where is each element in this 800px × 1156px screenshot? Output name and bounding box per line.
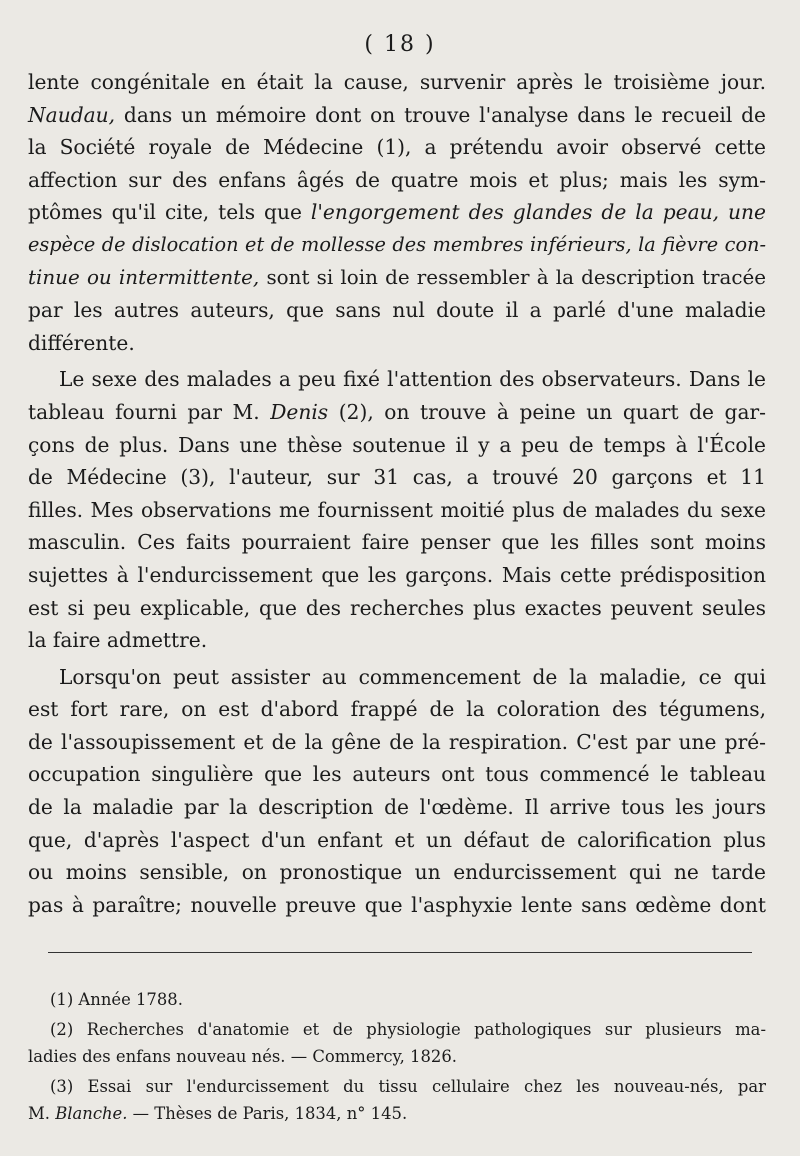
- text-line: [28, 559, 766, 592]
- text-line: [28, 661, 766, 694]
- text-segment: ptômes qu'il cite, tels que: [28, 200, 311, 225]
- text-segment: (2) Recherches d'anatomie et de physiologie pathologiques sur plusieurs ma-: [50, 1019, 766, 1039]
- text-segment: de Médecine (3), l'auteur, sur 31 cas, a trouvé 20 garçons et 11: [28, 465, 766, 490]
- text-line: [28, 791, 766, 824]
- footnote-line: [28, 1073, 766, 1101]
- text-segment: Lorsqu'on peut assister au commencement de la maladie, ce qui: [59, 664, 766, 689]
- text-segment: filles. Mes observations me fournissent moitié plus de malades du sexe: [28, 497, 766, 522]
- footnote-line: [28, 1100, 766, 1128]
- text-segment: — Thèses de Paris, 1834, n° 145.: [127, 1104, 408, 1123]
- text-segment: ladies des enfans nouveau nés. — Commercy, 1826.: [28, 1047, 457, 1066]
- text-line: [28, 824, 766, 857]
- text-segment: que, d'après l'aspect d'un enfant et un défaut de calorification plus: [28, 827, 766, 852]
- italic-text: Naudau,: [28, 102, 116, 127]
- body-text: [28, 66, 766, 921]
- text-line: [28, 262, 766, 295]
- text-segment: Le sexe des malades a peu fixé l'attention des observateurs. Dans le: [59, 367, 766, 392]
- text-line: [28, 693, 766, 726]
- text-segment: par les autres auteurs, que sans nul doute il a parlé d'une maladie: [28, 298, 766, 323]
- text-line: [28, 494, 766, 527]
- text-segment: masculin. Ces faits pourraient faire penser que les filles sont moins: [28, 530, 766, 555]
- footnote-line: [28, 1016, 766, 1044]
- text-line: [28, 856, 766, 889]
- italic-text: Blanche.: [55, 1104, 128, 1123]
- text-segment: de l'assoupissement et de la gêne de la respiration. C'est par une pré-: [28, 729, 766, 754]
- text-segment: dans un mémoire dont on trouve l'analyse dans le recueil de: [115, 102, 766, 127]
- text-segment: tableau fourni par M.: [28, 399, 271, 424]
- text-segment: différente.: [28, 330, 135, 355]
- text-segment: lente congénitale en était la cause, survenir après le troisième jour.: [28, 70, 766, 94]
- text-line: [28, 429, 766, 462]
- text-segment: affection sur des enfans âgés de quatre mois et plus; mais les sym-: [28, 167, 766, 192]
- text-line: [28, 624, 766, 657]
- italic-text: Denis: [270, 399, 329, 424]
- text-line: [28, 229, 766, 262]
- text-segment: pas à paraître; nouvelle preuve que l'asphyxie lente sans œdème dont: [28, 892, 766, 917]
- italic-text: espèce de dislocation et de mollesse des membres inférieurs, la fièvre con-: [28, 232, 766, 256]
- text-line: [28, 592, 766, 625]
- text-segment: sont si loin de ressembler à la description tracée: [259, 265, 767, 289]
- text-segment: la faire admettre.: [28, 628, 208, 653]
- text-line: [28, 131, 766, 164]
- footnote-line: [28, 986, 766, 1014]
- text-segment: est si peu explicable, que des recherches plus exactes peuvent seules: [28, 595, 766, 620]
- text-segment: (1) Année 1788.: [50, 990, 183, 1009]
- footnote-line: [28, 1043, 766, 1071]
- text-segment: de la maladie par la description de l'œdème. Il arrive tous les jours: [28, 795, 766, 820]
- text-segment: sujettes à l'endurcissement que les garçons. Mais cette prédisposition: [28, 562, 766, 587]
- text-line: [28, 66, 766, 99]
- text-line: [28, 294, 766, 327]
- text-line: [28, 396, 766, 429]
- text-segment: M.: [28, 1104, 56, 1123]
- footnote-divider: [48, 952, 752, 953]
- text-line: [28, 363, 766, 396]
- text-line: [28, 461, 766, 494]
- text-segment: la Société royale de Médecine (1), a prétendu avoir observé cette: [28, 135, 766, 160]
- italic-text: tinue ou intermittente,: [28, 265, 260, 289]
- text-line: [28, 758, 766, 791]
- page-number: ( 18 ): [364, 32, 436, 57]
- text-line: [28, 327, 766, 360]
- text-segment: ou moins sensible, on pronostique un endurcissement qui ne tarde: [28, 860, 766, 885]
- text-line: [28, 99, 766, 132]
- footnotes: [28, 986, 766, 1128]
- text-segment: (2), on trouve à peine un quart de gar-: [328, 399, 766, 424]
- text-line: [28, 196, 766, 229]
- text-line: [28, 889, 766, 922]
- text-segment: est fort rare, on est d'abord frappé de la coloration des tégumens,: [28, 697, 766, 722]
- italic-text: l'engorgement des glandes de la peau, une: [310, 200, 766, 225]
- text-segment: occupation singulière que les auteurs ont tous commencé le tableau: [28, 762, 766, 787]
- text-line: [28, 726, 766, 759]
- text-line: [28, 164, 766, 197]
- text-line: [28, 526, 766, 559]
- text-segment: çons de plus. Dans une thèse soutenue il y a peu de temps à l'École: [28, 432, 766, 457]
- text-segment: (3) Essai sur l'endurcissement du tissu cellulaire chez les nouveau-nés, par: [50, 1076, 766, 1096]
